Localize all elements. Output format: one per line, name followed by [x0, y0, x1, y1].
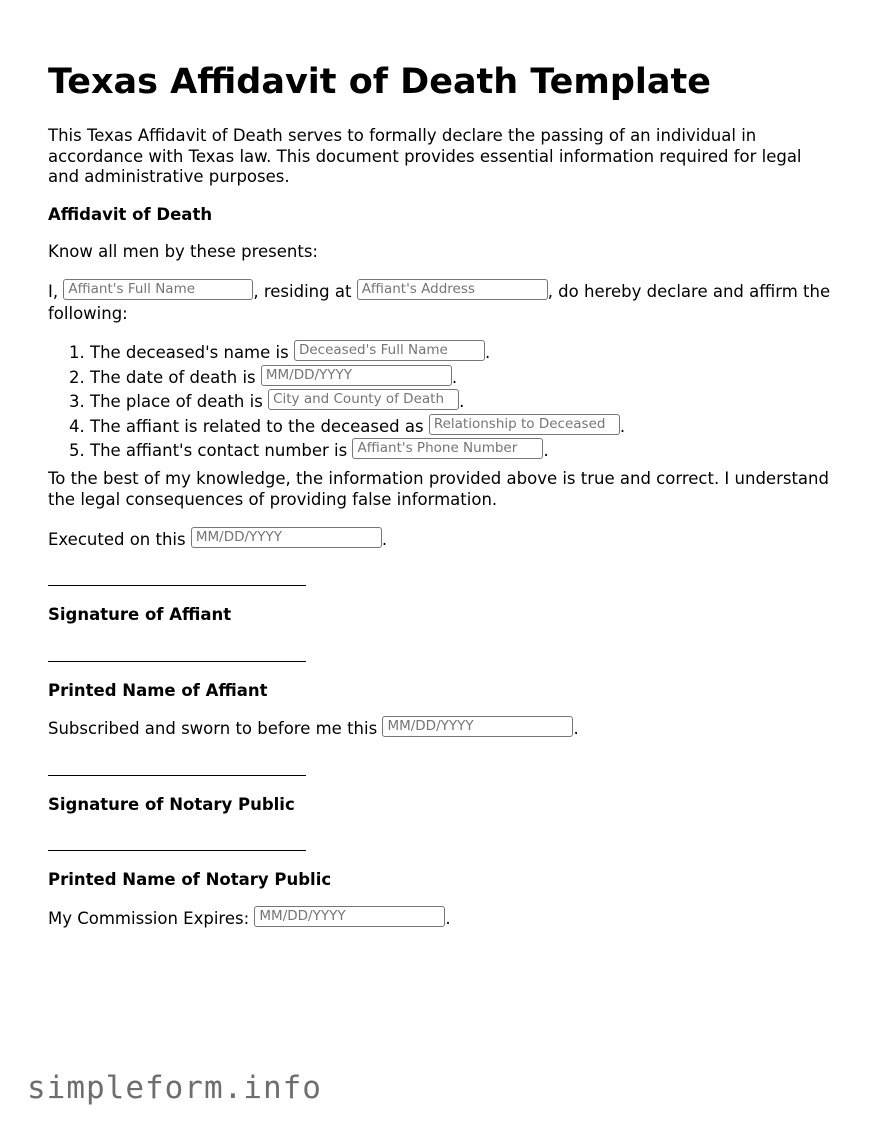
list-item [90, 438, 625, 463]
item-end: . [484, 343, 491, 362]
notary-printed-name-line [48, 850, 306, 851]
item-text: The affiant's contact number is [90, 441, 348, 461]
executed-line [48, 527, 387, 551]
signature-of-notary-label: Signature of Notary Public [48, 795, 295, 814]
item-text: The affiant is related to the deceased as [90, 416, 424, 436]
executed-end: . [381, 530, 388, 549]
date-of-death-field[interactable]: MM/DD/YYYY [261, 365, 452, 386]
sworn-end: . [573, 719, 579, 738]
relationship-field[interactable]: Relationship to Deceased [429, 414, 620, 435]
deceased-name-field[interactable]: Deceased's Full Name [294, 340, 485, 361]
truth-statement: To the best of my knowledge, the information provided above is true and correct. I understand the legal consequences of providing false information. [48, 469, 829, 509]
executed-label: Executed on this [48, 530, 186, 549]
know-all-text: Know all men by these presents: [48, 242, 318, 261]
section-heading: Affidavit of Death [48, 205, 213, 224]
item-end: . [451, 367, 458, 387]
affiant-address-field[interactable]: Affiant's Address [357, 279, 548, 300]
affiant-phone-field[interactable]: Affiant's Phone Number [352, 438, 543, 459]
executed-date-field[interactable]: MM/DD/YYYY [191, 527, 382, 548]
sworn-line [48, 716, 579, 740]
item-text: The deceased's name is [90, 343, 289, 362]
page-title: Texas Affidavit of Death Template [48, 62, 711, 102]
notary-signature-line [48, 775, 306, 776]
item-end: . [619, 416, 626, 436]
affiant-signature-line [48, 585, 306, 586]
commission-end: . [445, 909, 451, 928]
declaration-suffix: , do hereby declare and affirm the following: [48, 282, 831, 323]
list-item [90, 365, 625, 390]
signature-of-affiant-label: Signature of Affiant [48, 605, 232, 624]
list-item [90, 389, 625, 414]
item-end: . [459, 392, 465, 412]
commission-line [48, 906, 451, 930]
affiant-name-field[interactable]: Affiant's Full Name [63, 279, 253, 300]
item-text: The place of death is [90, 392, 263, 412]
commission-label: My Commission Expires: [48, 909, 250, 928]
declaration-paragraph [48, 279, 838, 325]
commission-date-field[interactable]: MM/DD/YYYY [254, 906, 445, 927]
item-end: . [543, 441, 549, 461]
declaration-residing: , residing at [253, 282, 352, 301]
printed-name-of-notary-label: Printed Name of Notary Public [48, 870, 332, 889]
sworn-label: Subscribed and sworn to before me this [48, 719, 378, 738]
facts-list [48, 340, 625, 463]
item-text: The date of death is [90, 367, 256, 387]
intro-paragraph: This Texas Affidavit of Death serves to formally declare the passing of an individual in accordance with Texas law. This document provides essential information required for legal and administrative purposes. [48, 126, 802, 187]
footer-watermark: simpleform.info [27, 1070, 322, 1106]
affiant-printed-name-line [48, 661, 306, 662]
place-of-death-field[interactable]: City and County of Death [268, 389, 459, 410]
declaration-prefix: I, [48, 282, 59, 301]
sworn-date-field[interactable]: MM/DD/YYYY [382, 716, 573, 737]
list-item [90, 414, 625, 439]
printed-name-of-affiant-label: Printed Name of Affiant [48, 681, 268, 700]
list-item [90, 340, 625, 365]
